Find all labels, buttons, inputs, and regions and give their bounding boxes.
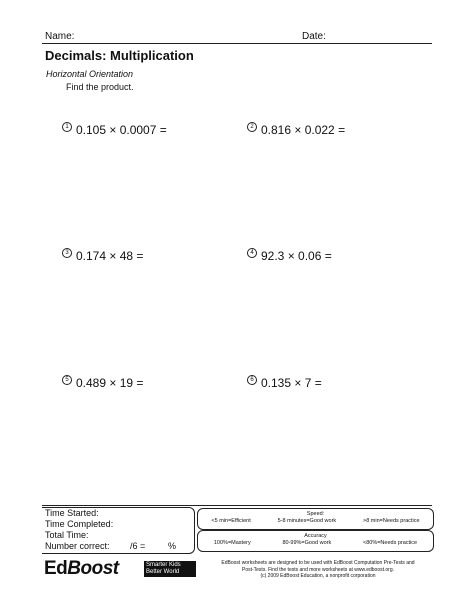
instruction: Find the product. (66, 82, 134, 92)
logo-boost: Boost (67, 558, 119, 579)
time-completed-label: Time Completed: (45, 519, 114, 529)
problem-1 (62, 122, 167, 137)
speed-needs-practice: >8 min=Needs practice (363, 518, 420, 524)
problem-4 (247, 248, 332, 263)
tagline-line-2: Better World (146, 569, 180, 575)
problem-number: 4 (247, 248, 257, 258)
problem-text: 0.105 × 0.0007 = (76, 123, 167, 137)
accuracy-needs-practice: <80%=Needs practice (362, 540, 418, 546)
accuracy-title: Accuracy (304, 533, 327, 539)
problem-6 (247, 375, 322, 390)
worksheet-subtitle: Horizontal Orientation (46, 69, 134, 79)
speed-good: 5-8 minutes=Good work (277, 518, 337, 524)
speed-efficient: <5 min=Efficient (211, 518, 251, 524)
speed-title: Speed: (306, 511, 325, 517)
logo-ed: Ed (44, 558, 68, 579)
speed-box (197, 508, 434, 530)
name-label: Name: (45, 31, 75, 42)
edboost-logo (44, 558, 119, 580)
logo-tagline (144, 561, 196, 577)
accuracy-mastery: 100%=Mastery (213, 540, 251, 546)
info-line-3: (c) 2009 EdBoost Education, a nonprofit corporation (260, 573, 376, 579)
tagline-line-1: Smarter Kids (146, 562, 181, 568)
problem-text: 0.489 × 19 = (76, 376, 144, 390)
accuracy-good: 80-99%=Good work (282, 540, 332, 546)
problem-5 (62, 375, 143, 390)
date-label: Date: (302, 31, 326, 42)
problem-text: 92.3 × 0.06 = (261, 249, 332, 263)
worksheet-title: Decimals: Multiplication (45, 48, 194, 63)
problem-number: 6 (247, 375, 257, 385)
header-rule (42, 43, 432, 44)
accuracy-box (197, 530, 434, 552)
time-started-label: Time Started: (45, 508, 99, 518)
problem-number: 5 (62, 375, 72, 385)
problem-text: 0.135 × 7 = (261, 376, 322, 390)
accuracy-scale (198, 540, 433, 547)
problem-2 (247, 122, 345, 137)
footer-rule (42, 505, 432, 506)
number-correct-label: Number correct: (45, 541, 110, 551)
problem-number: 2 (247, 122, 257, 132)
problem-number: 1 (62, 122, 72, 132)
info-line-2: Post-Tests. Find the tests and more worksheets at www.edboost.org. (241, 566, 394, 573)
problem-text: 0.816 × 0.022 = (261, 123, 346, 137)
info-line-1: EdBoost worksheets are designed to be used with EdBoost Computation Pre-Tests and (221, 560, 415, 566)
speed-scale (198, 518, 433, 525)
problem-number: 3 (62, 248, 72, 258)
percent-label: % (168, 541, 177, 551)
out-of-label: /6 = (130, 541, 146, 551)
footer-info (200, 560, 436, 580)
total-time-label: Total Time: (45, 530, 89, 540)
problem-3 (62, 248, 143, 263)
problem-text: 0.174 × 48 = (76, 249, 144, 263)
